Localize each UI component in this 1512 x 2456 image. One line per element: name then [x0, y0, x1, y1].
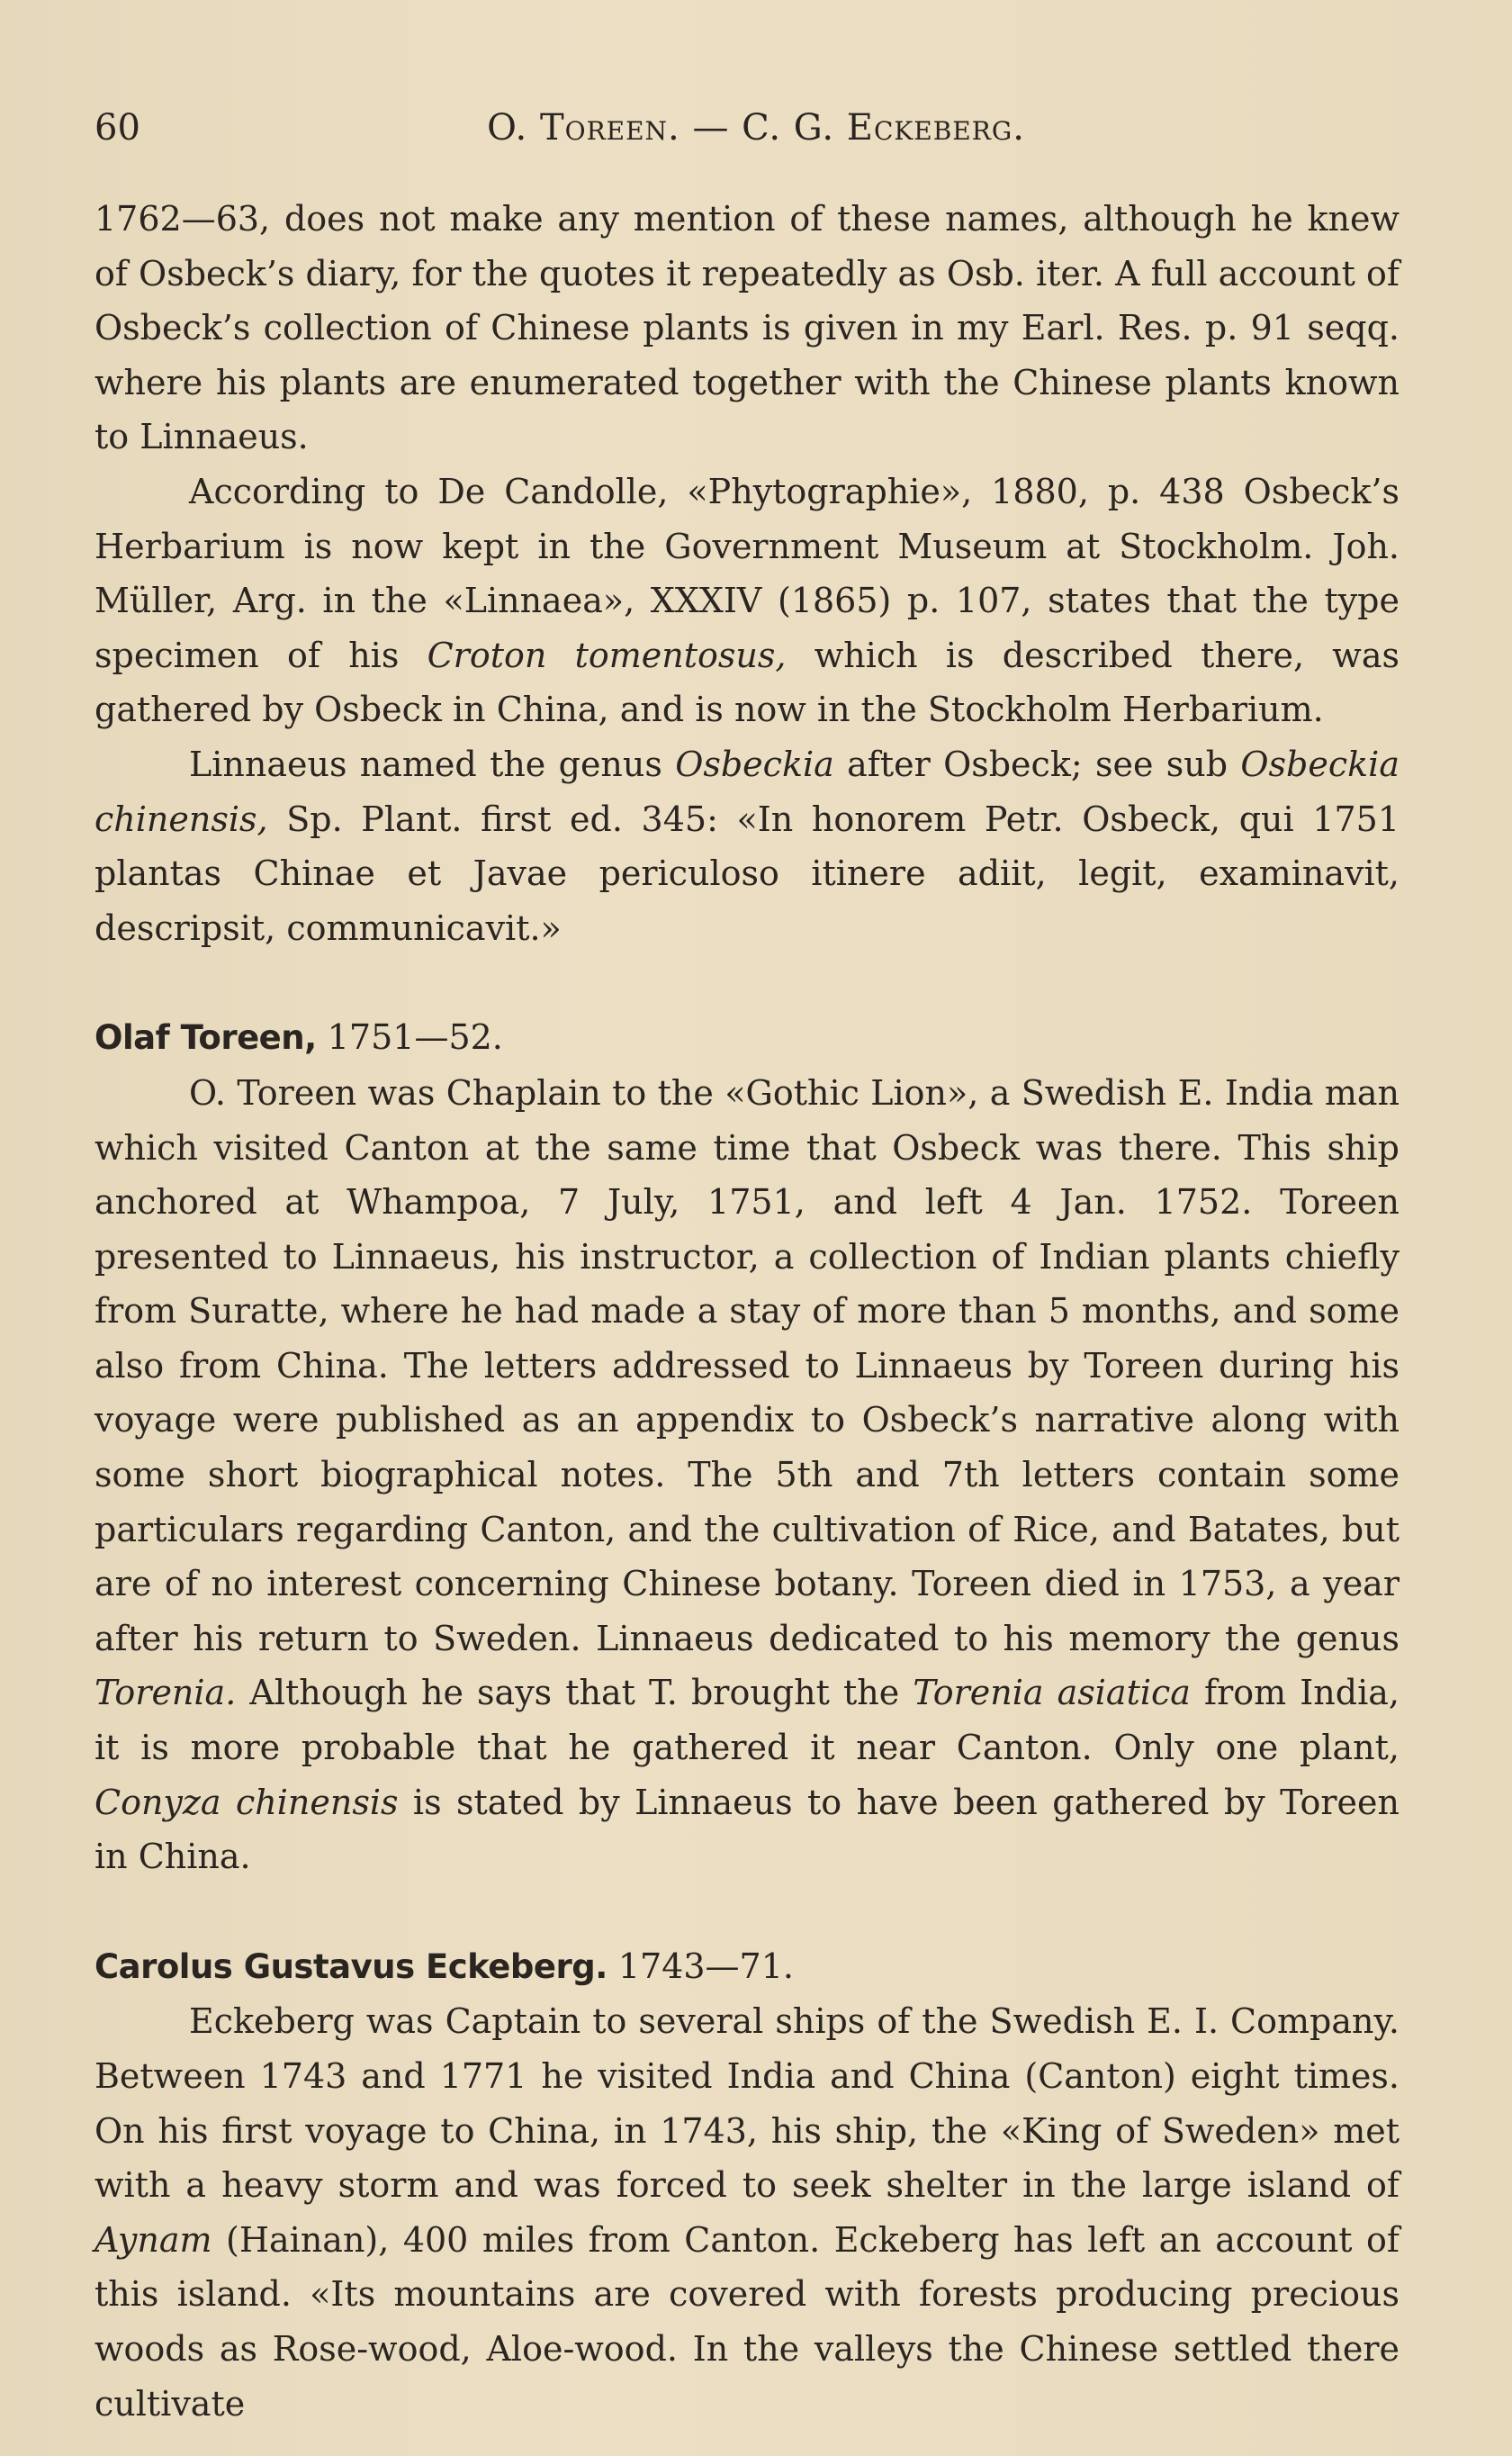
species-name: Torenia asiatica	[913, 1673, 1191, 1713]
paragraph-continuation: 1762—63, does not make any mention of these names, although he knew of Osbeck’s diary, for the quotes it repeatedly as Osb. iter. A full account of Osbeck’s collection of Chinese plants is given in my Earl. Res. p. 91 seqq. where his plants are enumerated together with the Chinese plants known to Linnaeus.	[94, 199, 1400, 457]
genus-name: Torenia.	[94, 1673, 237, 1713]
species-name: Croton tomentosus,	[427, 635, 787, 675]
place-name: Aynam	[94, 2219, 212, 2260]
section-heading-eckeberg: Carolus Gustavus Eckeberg. 1743—71.	[94, 1946, 794, 1986]
page-number: 60	[94, 107, 140, 149]
running-head	[94, 101, 1418, 155]
paragraph-de-candolle: According to De Candolle, «Phytographie», 1880, p. 438 Osbeck’s Herbarium is now kept in the Government Museum at Stockholm. Joh. Müller, Arg. in the «Linnaea», XXXIV (1865) p. 107, states that the type specimen of his Croton tomentosus, which is described there, was gathered by Osbeck in China, and is now in the Stockholm Herbarium.	[94, 471, 1400, 730]
running-title: O. Toreen. — C. G. Eckeberg.	[487, 107, 1025, 149]
section-heading-toreen: Olaf Toreen, 1751—52.	[94, 1017, 503, 1058]
paragraph-osbeckia: Linnaeus named the genus Osbeckia after Osbeck; see sub Osbeckia chinensis, Sp. Plant. first ed. 345: «In honorem Petr. Osbeck, qui 1751 plantas Chinae et Javae periculoso itinere adiit, legit, examinavit, descripsit, communicavit.»	[94, 744, 1400, 948]
body-text	[94, 192, 1400, 2431]
paragraph-toreen: O. Toreen was Chaplain to the «Gothic Lion», a Swedish E. India man which visited Canton at the same time that Osbeck was there. This ship anchored at Whampoa, 7 July, 1751, and left 4 Jan. 1752. Toreen presented to Linnaeus, his instructor, a collection of Indian plants chiefly from Suratte, where he had made a stay of more than 5 months, and some also from China. The letters addressed to Linnaeus by Toreen during his voyage were published as an appendix to Osbeck’s narrative along with some short biographical notes. The 5th and 7th letters contain some particulars regarding Canton, and the cultivation of Rice, and Batates, but are of no interest concerning Chinese botany. Toreen died in 1753, a year after his return to Sweden. Linnaeus dedicated to his memory the genus Torenia. Although he says that T. brought the Torenia asiatica from India, it is more probable that he gathered it near Canton. Only one plant, Conyza chinensis is stated by Linnaeus to have been gathered by Toreen in China.	[94, 1072, 1400, 1877]
species-name: Osbeckia chinensis,	[94, 744, 1400, 839]
paragraph-eckeberg: Eckeberg was Captain to several ships of the Swedish E. I. Company. Between 1743 and 1771 he visited India and China (Canton) eight times. On his first voyage to China, in 1743, his ship, the «King of Sweden» met with a heavy storm and was forced to seek shelter in the large island of Aynam (Hainan), 400 miles from Canton. Eckeberg has left an account of this island. «Its mountains are covered with forests producing precious woods as Rose-wood, Aloe-wood. In the valleys the Chinese settled there cultivate	[94, 2001, 1400, 2424]
genus-name: Osbeckia	[675, 744, 834, 784]
species-name: Conyza chinensis	[94, 1782, 399, 1822]
